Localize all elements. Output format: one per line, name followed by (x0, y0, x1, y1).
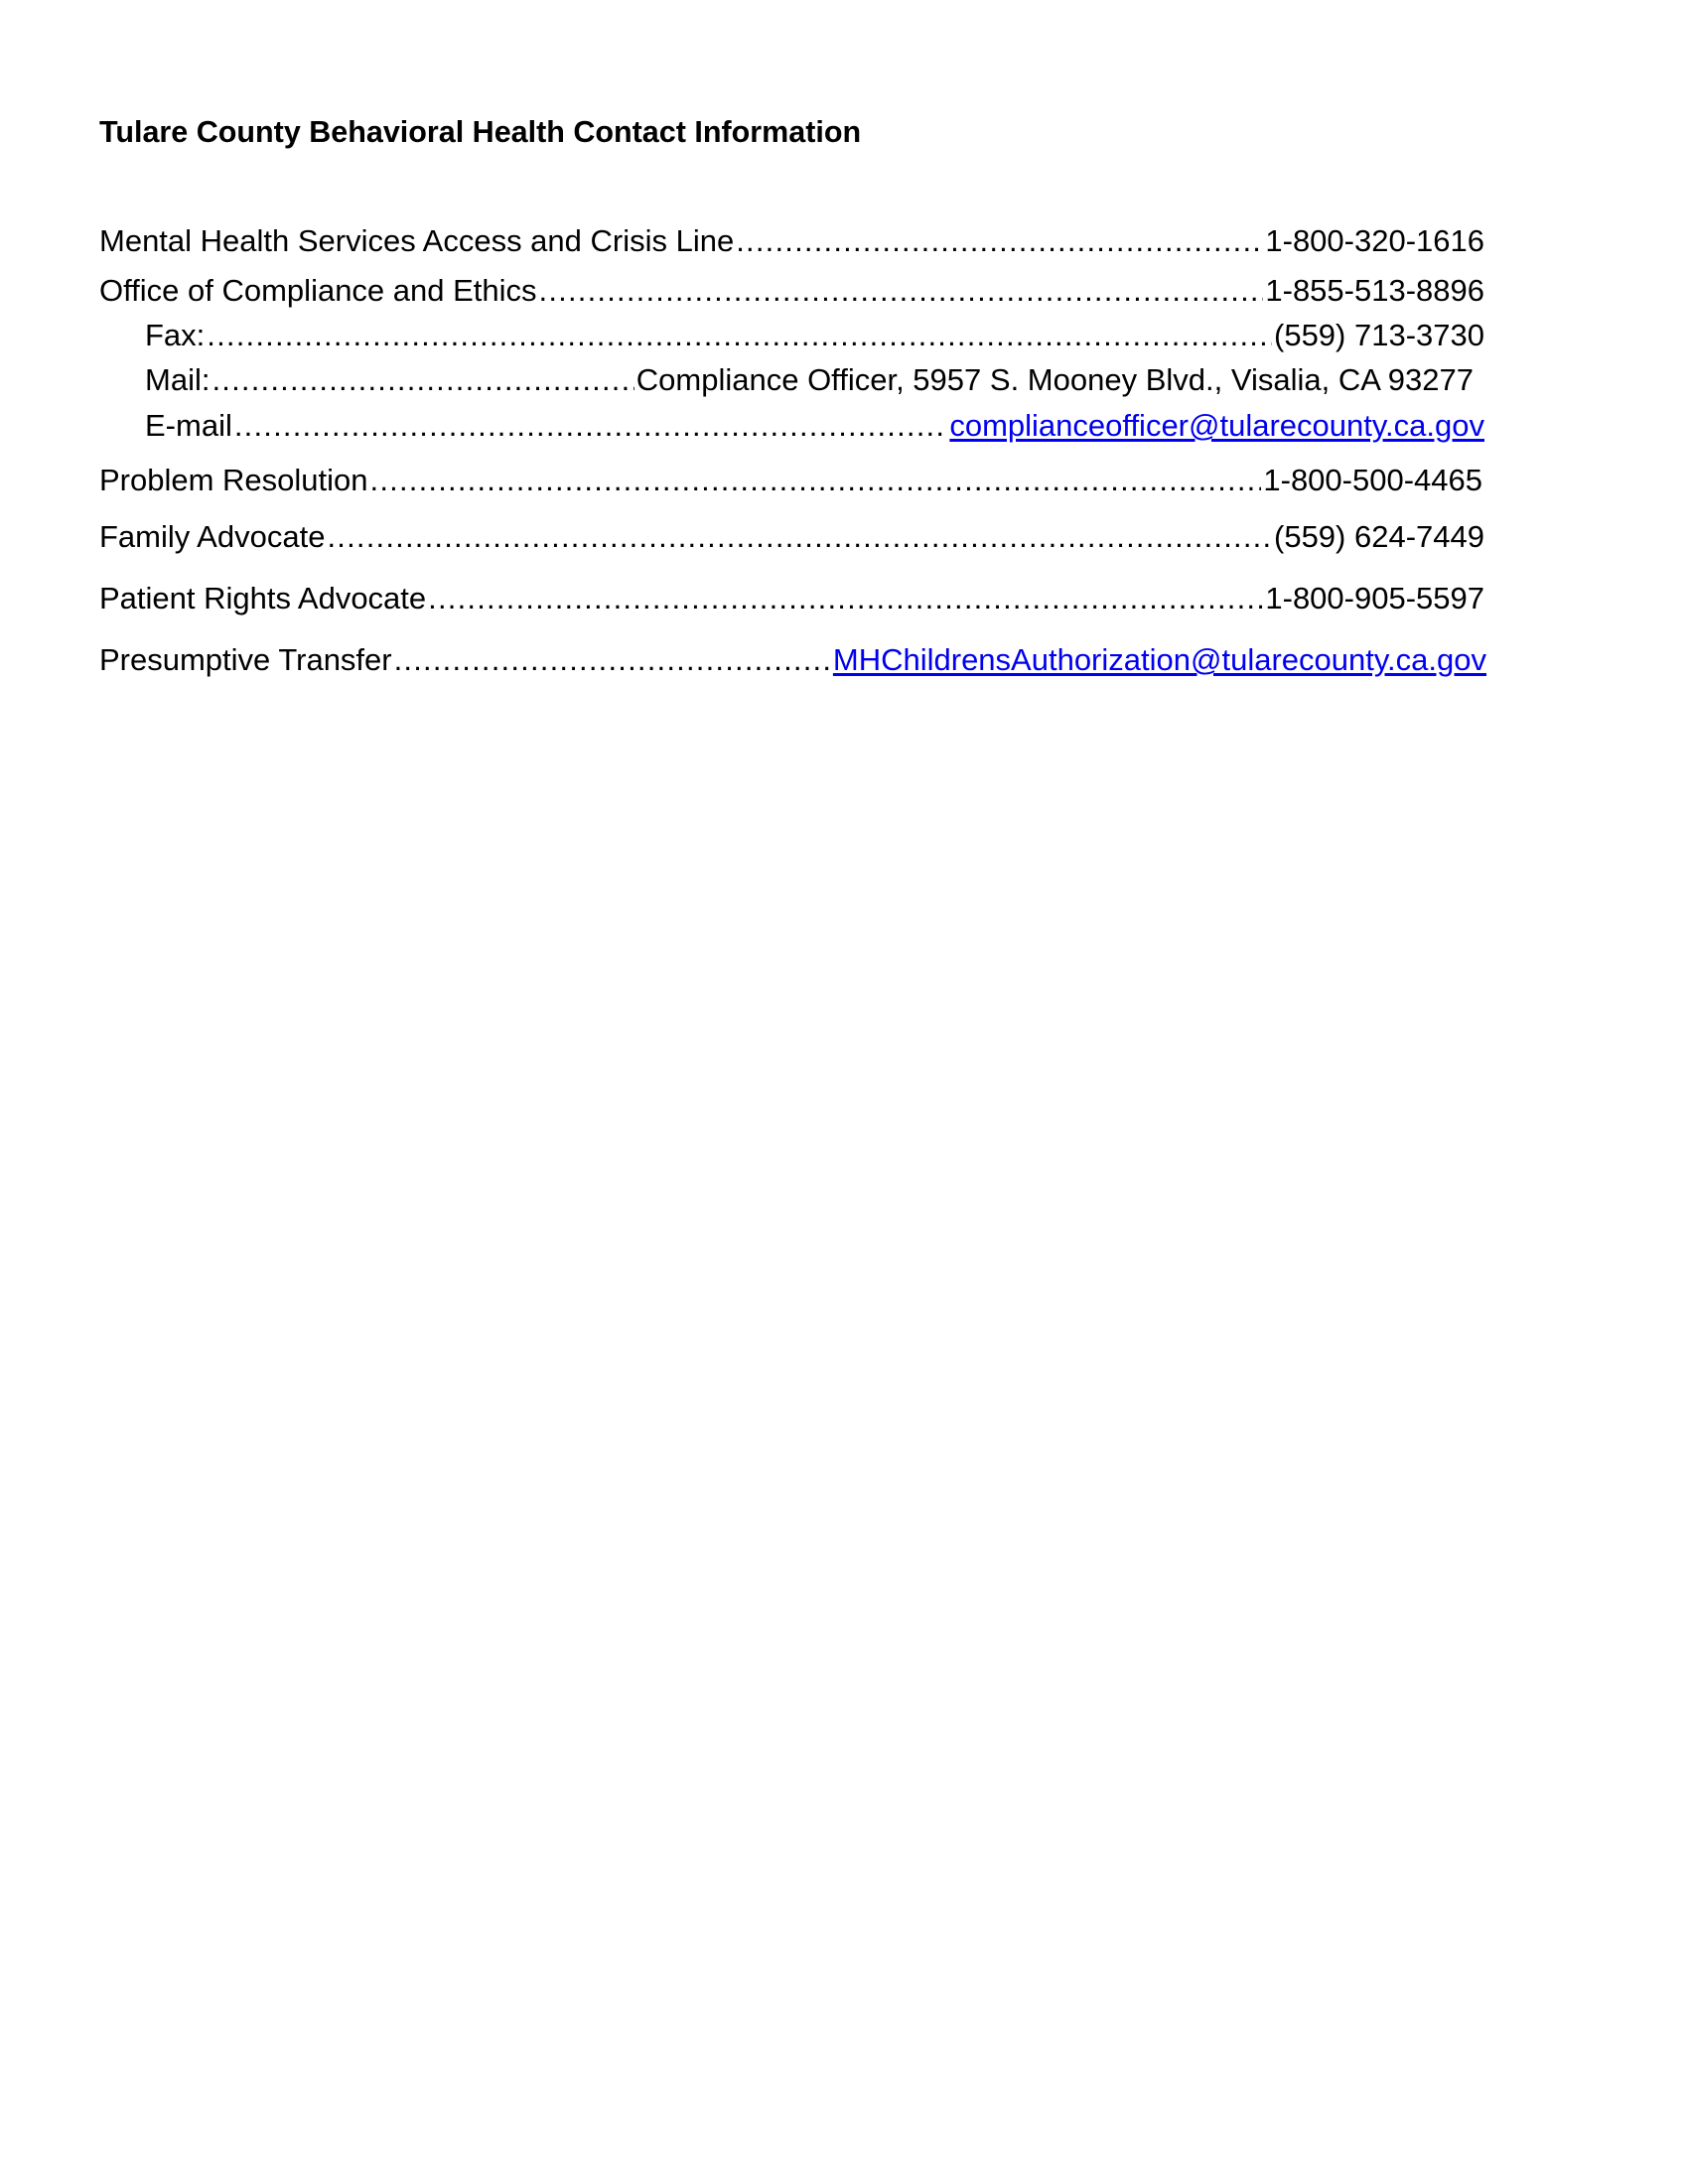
contact-label: Family Advocate (99, 519, 326, 554)
phone-number: 1-800-500-4465 (1263, 463, 1482, 497)
compliance-email-link[interactable]: complianceofficer@tularecounty.ca.gov (949, 408, 1484, 443)
contact-label: Problem Resolution (99, 463, 368, 497)
fax-number: (559) 713-3730 (1274, 318, 1484, 352)
contact-list (99, 0, 1489, 2184)
contact-row-mail (145, 360, 1474, 400)
dot-leader (736, 221, 1263, 261)
contact-row-patient-rights-advocate (99, 579, 1484, 618)
dot-leader (428, 579, 1263, 618)
page-title: Tulare County Behavioral Health Contact Information (99, 115, 862, 150)
dot-leader (327, 517, 1272, 557)
presumptive-transfer-email-link[interactable]: MHChildrensAuthorization@tularecounty.ca.gov (832, 642, 1486, 677)
contact-row-problem-resolution (99, 461, 1482, 500)
contact-label: Mail: (145, 362, 211, 397)
contact-label: Presumptive Transfer (99, 642, 392, 677)
contact-row-email (145, 406, 1484, 446)
contact-label: Patient Rights Advocate (99, 581, 427, 615)
contact-row-compliance-office (99, 271, 1484, 311)
contact-label: E-mail (145, 408, 232, 443)
phone-number: 1-800-905-5597 (1265, 581, 1484, 615)
dot-leader (394, 640, 831, 680)
dot-leader (234, 406, 948, 446)
contact-label: Fax: (145, 318, 206, 352)
mailing-address: Compliance Officer, 5957 S. Mooney Blvd., Visalia, CA 93277 (635, 362, 1474, 397)
contact-row-presumptive-transfer (99, 640, 1486, 680)
dot-leader (370, 461, 1262, 500)
phone-number: 1-855-513-8896 (1265, 273, 1484, 308)
dot-leader (211, 360, 633, 400)
contact-row-family-advocate (99, 517, 1484, 557)
contact-row-fax (145, 316, 1484, 355)
contact-label: Mental Health Services Access and Crisis Line (99, 223, 735, 258)
contact-row-crisis-line (99, 221, 1484, 261)
dot-leader (207, 316, 1272, 355)
contact-label: Office of Compliance and Ethics (99, 273, 537, 308)
dot-leader (539, 271, 1264, 311)
phone-number: (559) 624-7449 (1274, 519, 1484, 554)
phone-number: 1-800-320-1616 (1265, 223, 1484, 258)
